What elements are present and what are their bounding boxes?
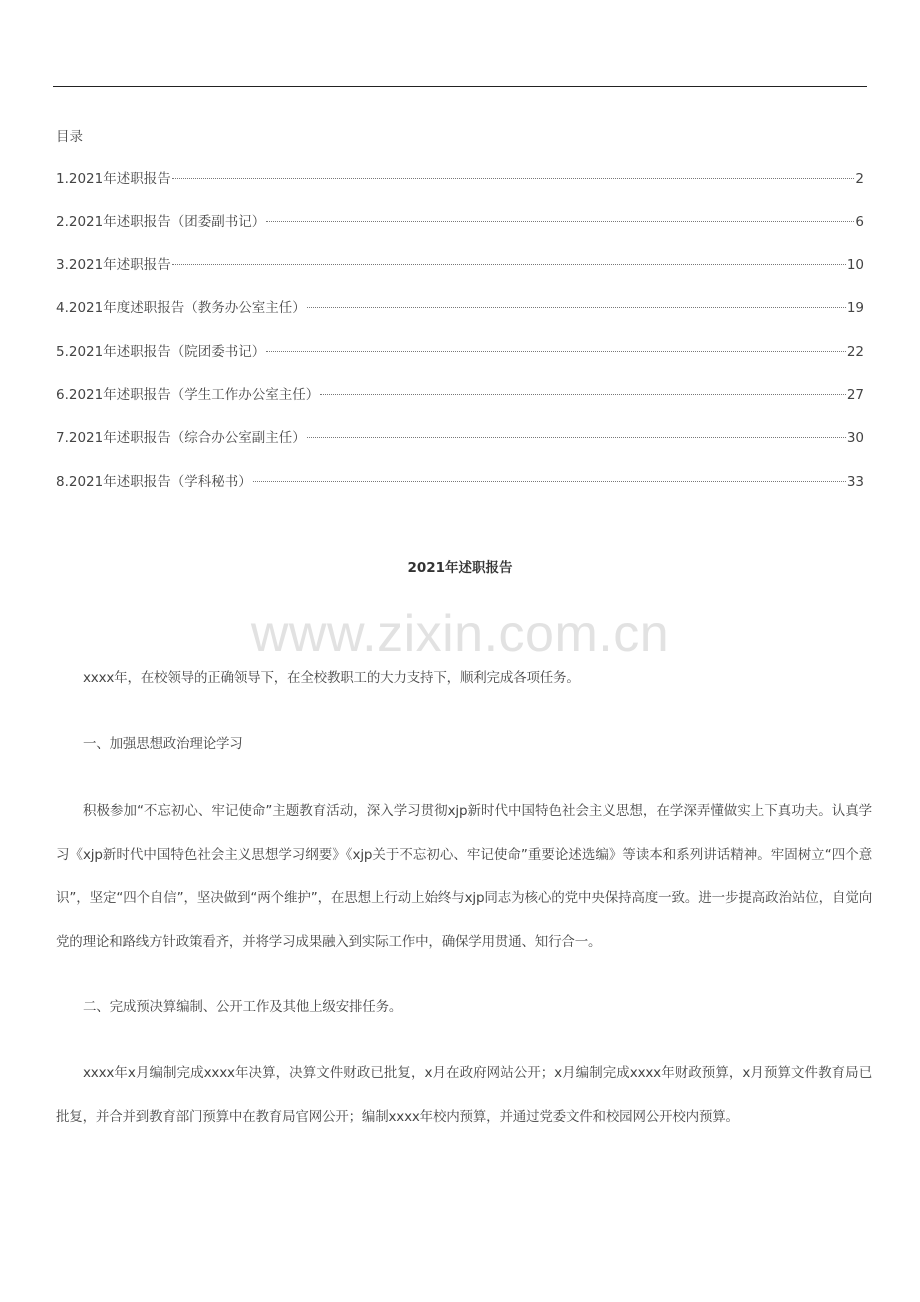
- toc-entry-page: 2: [855, 171, 864, 187]
- toc-entry[interactable]: [56, 298, 864, 318]
- toc-entry[interactable]: [56, 169, 864, 189]
- body-paragraph: 积极参加“不忘初心、牢记使命”主题教育活动，深入学习贯彻xjp新时代中国特色社会主义思想，在学深弄懂做实上下真功夫。认真学习《xjp新时代中国特色社会主义思想学习纲要》《xjp关于不忘初心、牢记使命”重要论述选编》等读本和系列讲话精神。牢固树立“四个意识”，坚定“四个自信”，坚决做到“两个维护”，在思想上行动上始终与xjp同志为核心的党中央保持高度一致。进一步提高政治站位，自觉向党的理论和路线方针政策看齐，并将学习成果融入到实际工作中，确保学用贯通、知行合一。: [56, 803, 872, 950]
- section-heading: 二、完成预决算编制、公开工作及其他上级安排任务。: [83, 999, 403, 1015]
- toc-entry[interactable]: [56, 428, 864, 448]
- toc-dot-leader: [253, 481, 846, 482]
- toc-entry-page: 19: [846, 300, 864, 316]
- body-paragraph: xxxx年x月编制完成xxxx年决算，决算文件财政已批复，x月在政府网站公开；x月编制完成xxxx年财政预算，x月预算文件教育局已批复，并合并到教育部门预算中在教育局官网公开；编制xxxx年校内预算，并通过党委文件和校园网公开校内预算。: [56, 1065, 872, 1125]
- toc-entry-title: 6.2021年述职报告（学生工作办公室主任）: [56, 387, 320, 403]
- body-paragraph: xxxx年，在校领导的正确领导下，在全校教职工的大力支持下，顺利完成各项任务。: [83, 670, 580, 686]
- toc-dot-leader: [320, 394, 846, 395]
- toc-dot-leader: [172, 178, 855, 179]
- toc-entry[interactable]: [56, 385, 864, 405]
- toc-entry-page: 33: [846, 474, 864, 490]
- toc-entry-title: 5.2021年述职报告（院团委书记）: [56, 344, 266, 360]
- section-heading: 一、加强思想政治理论学习: [83, 736, 243, 752]
- toc-dot-leader: [266, 351, 846, 352]
- toc-heading: 目录: [56, 129, 83, 145]
- toc-dot-leader: [307, 307, 846, 308]
- toc-entry-title: 2.2021年述职报告（团委副书记）: [56, 214, 266, 230]
- toc-dot-leader: [172, 264, 846, 265]
- toc-entry[interactable]: [56, 212, 864, 232]
- toc-dot-leader: [307, 437, 846, 438]
- toc-dot-leader: [266, 221, 854, 222]
- toc-entry[interactable]: [56, 342, 864, 362]
- toc-entry-page: 30: [846, 430, 864, 446]
- header-rule: [53, 86, 867, 87]
- toc-entry-page: 27: [846, 387, 864, 403]
- toc-entry-title: 4.2021年度述职报告（教务办公室主任）: [56, 300, 306, 316]
- toc-entry-page: 22: [846, 344, 864, 360]
- toc-entry-page: 10: [846, 257, 864, 273]
- document-title: 2021年述职报告: [407, 560, 513, 576]
- toc-entry[interactable]: [56, 255, 864, 275]
- toc-entry-title: 3.2021年述职报告: [56, 257, 171, 273]
- toc-entry-title: 1.2021年述职报告: [56, 171, 171, 187]
- toc-entry[interactable]: [56, 472, 864, 492]
- toc-entry-page: 6: [855, 214, 864, 230]
- site-watermark: www.zixin.com.cn: [250, 605, 670, 663]
- toc-entry-title: 8.2021年述职报告（学科秘书）: [56, 474, 252, 490]
- toc-entry-title: 7.2021年述职报告（综合办公室副主任）: [56, 430, 306, 446]
